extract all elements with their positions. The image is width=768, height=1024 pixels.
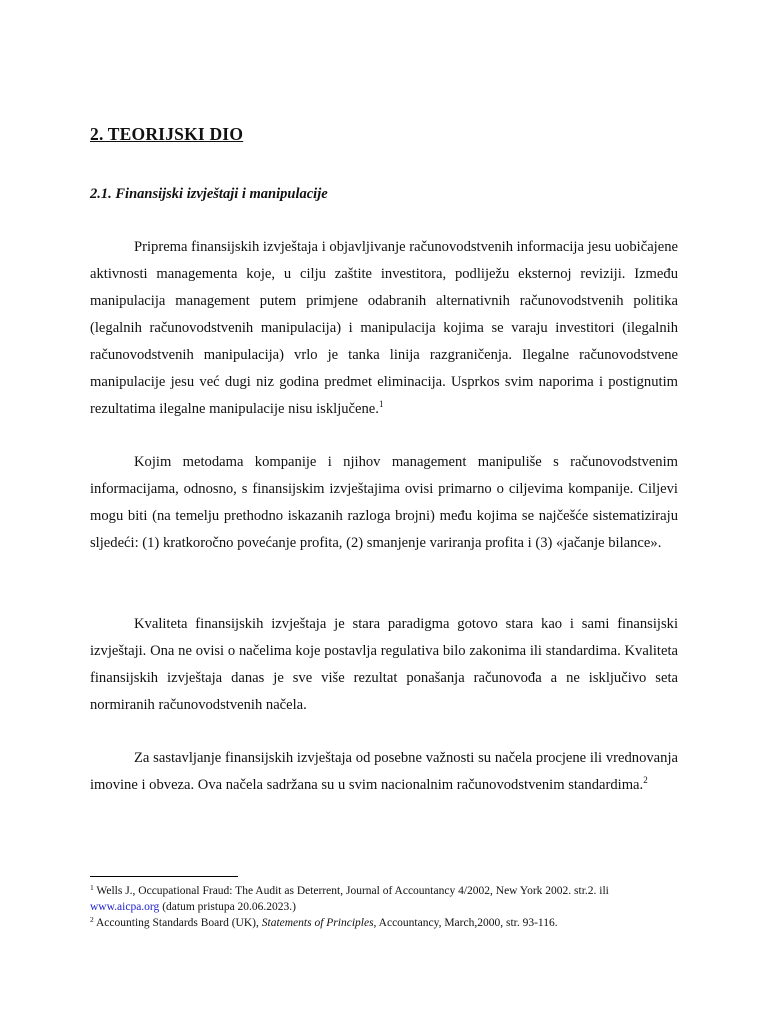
paragraph-3: Kvaliteta finansijskih izvještaja je stara paradigma gotovo stara kao i sami finansijski izvještaji. Ona ne ovisi o načelima koje postavlja regulativa bilo zakonima ili standardima. Kvaliteta finansijskih izvještaja danas je sve više rezultat ponašanja računovođa a ne isključivo seta normiranih računovodstvenih načela. (90, 616, 678, 713)
footnote-1-number: 1 (90, 883, 94, 892)
footnote-separator (90, 876, 238, 877)
footnote-2-title: Statements of Principles (261, 917, 374, 929)
footnote-1-access-date: (datum pristupa 20.06.2023.) (159, 901, 297, 913)
footnote-2-details: , Accountancy, March,2000, str. 93-116. (373, 917, 558, 929)
footnote-ref-1[interactable]: 1 (378, 399, 384, 409)
footnote-1-link[interactable]: www.aicpa.org (90, 901, 160, 913)
footnote-1 (90, 883, 690, 915)
footnote-2 (90, 915, 690, 931)
paragraph-1-text: Priprema finansijskih izvještaja i objavljivanje računovodstvenih informacija jesu uobičajene aktivnosti managementa koje, u cilju zaštite investitora, podliježu eksternoj reviziji. Između manipulacija management putem primjene odabranih alternativnih računovodstvenih politika (legalnih računovodstvenih manipulacija) i manipulacija kojima se varaju investitori (ilegalnih računovodstvenih manipulacija) vrlo je tanka linija razgraničenja. Ilegalne računovodstvene manipulacije jesu već dugi niz godina predmet eliminacija. Usprkos svim naporima i postignutim rezultatima ilegalne manipulacije nisu isključene. (90, 239, 678, 417)
paragraph-1 (90, 234, 678, 423)
section-heading: 2. TEORIJSKI DIO (90, 124, 244, 144)
paragraph-4 (90, 745, 678, 799)
footnote-1-text: Wells J., Occupational Fraud: The Audit as Deterrent, Journal of Accountancy 4/2002, New York 2002. str.2. ili (93, 885, 609, 897)
footnote-2-source: Accounting Standards Board (UK), (93, 917, 262, 929)
footnote-2-number: 2 (90, 915, 94, 924)
paragraph-2: Kojim metodama kompanije i njihov management manipuliše s računovodstvenim informacijama, odnosno, s finansijskim izvještajima ovisi primarno o ciljevima kompanije. Ciljevi mogu biti (na temelju prethodno iskazanih razloga brojni) među kojima se najčešće sistematiziraju sljedeći: (1) kratkoročno povećanje profita, (2) smanjenje variranja profita i (3) «jačanje bilance». (90, 454, 678, 551)
footnote-ref-2[interactable]: 2 (643, 775, 648, 785)
subsection-heading: 2.1. Finansijski izvještaji i manipulacije (90, 186, 328, 202)
paragraph-4-text: Za sastavljanje finansijskih izvještaja od posebne važnosti su načela procjene ili vrednovanja imovine i obveza. Ova načela sadržana su u svim nacionalnim računovodstvenim standardima. (90, 750, 678, 793)
